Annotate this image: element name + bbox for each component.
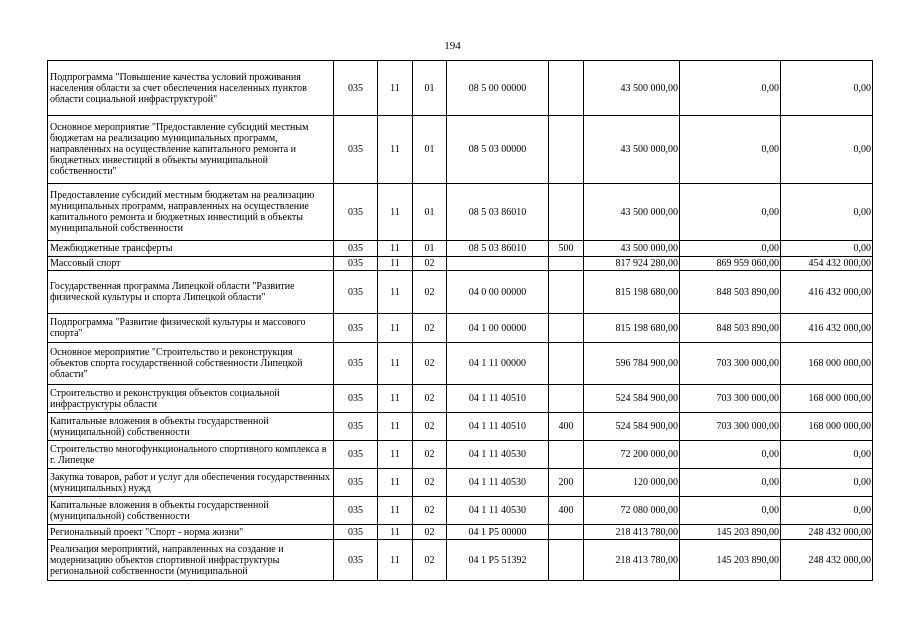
table-row [48, 441, 873, 469]
cell-gr: 035 [334, 385, 378, 413]
cell-sum-2: 0,00 [680, 241, 781, 257]
cell-sum-1: 72 200 000,00 [584, 441, 680, 469]
cell-sum-1: 524 584 900,00 [584, 385, 680, 413]
cell-sum-3: 168 000 000,00 [781, 385, 873, 413]
cell-gr: 035 [334, 271, 378, 314]
cell-rz: 11 [378, 271, 413, 314]
cell-gr: 035 [334, 413, 378, 441]
table-row [48, 540, 873, 581]
cell-sum-3: 0,00 [781, 116, 873, 184]
cell-gr: 035 [334, 61, 378, 116]
cell-pr: 02 [413, 540, 447, 581]
cell-sum-3: 0,00 [781, 61, 873, 116]
cell-sum-2: 703 300 000,00 [680, 413, 781, 441]
cell-gr: 035 [334, 314, 378, 343]
cell-csr: 08 5 03 86010 [447, 184, 549, 241]
cell-sum-1: 815 198 680,00 [584, 271, 680, 314]
cell-sum-3: 248 432 000,00 [781, 540, 873, 581]
cell-vr [549, 385, 584, 413]
cell-csr: 08 5 03 86010 [447, 241, 549, 257]
cell-sum-2: 145 203 890,00 [680, 540, 781, 581]
cell-vr [549, 540, 584, 581]
cell-vr: 400 [549, 413, 584, 441]
table-row [48, 469, 873, 497]
cell-rz: 11 [378, 497, 413, 525]
table-row [48, 116, 873, 184]
cell-sum-1: 524 584 900,00 [584, 413, 680, 441]
table-row [48, 525, 873, 540]
cell-rz: 11 [378, 116, 413, 184]
table-row [48, 61, 873, 116]
cell-sum-1: 43 500 000,00 [584, 184, 680, 241]
cell-gr: 035 [334, 343, 378, 385]
cell-pr: 02 [413, 314, 447, 343]
cell-csr: 04 1 P5 51392 [447, 540, 549, 581]
table-row [48, 271, 873, 314]
cell-sum-3: 0,00 [781, 184, 873, 241]
cell-pr: 02 [413, 441, 447, 469]
cell-name: Основное мероприятие "Предоставление субсидий местным бюджетам на реализацию муниципальных программ, направленных на осуществление капитального ремонта и бюджетных инвестиций в объекты муниципальной собственности" [48, 116, 334, 184]
cell-sum-1: 815 198 680,00 [584, 314, 680, 343]
cell-gr: 035 [334, 184, 378, 241]
cell-name: Строительство многофункционального спортивного комплекса в г. Липецке [48, 441, 334, 469]
cell-csr: 04 1 11 40530 [447, 497, 549, 525]
cell-pr: 02 [413, 497, 447, 525]
cell-name: Массовый спорт [48, 257, 334, 271]
cell-rz: 11 [378, 257, 413, 271]
cell-sum-3: 0,00 [781, 469, 873, 497]
cell-csr [447, 257, 549, 271]
cell-name: Капитальные вложения в объекты государственной (муниципальной) собственности [48, 413, 334, 441]
cell-name: Подпрограмма "Повышение качества условий проживания населения области за счет обеспечения населенных пунктов области социальной инфраструктурой" [48, 61, 334, 116]
cell-sum-1: 218 413 780,00 [584, 525, 680, 540]
table-row [48, 497, 873, 525]
cell-csr: 04 1 11 40530 [447, 441, 549, 469]
table-row [48, 257, 873, 271]
table-row [48, 385, 873, 413]
cell-sum-2: 848 503 890,00 [680, 314, 781, 343]
cell-sum-3: 0,00 [781, 241, 873, 257]
cell-name: Закупка товаров, работ и услуг для обеспечения государственных (муниципальных) нужд [48, 469, 334, 497]
cell-gr: 035 [334, 525, 378, 540]
table-body [48, 61, 873, 581]
cell-sum-3: 416 432 000,00 [781, 271, 873, 314]
cell-sum-1: 817 924 280,00 [584, 257, 680, 271]
cell-sum-1: 218 413 780,00 [584, 540, 680, 581]
cell-vr [549, 525, 584, 540]
cell-rz: 11 [378, 441, 413, 469]
cell-name: Межбюджетные трансферты [48, 241, 334, 257]
cell-pr: 02 [413, 469, 447, 497]
cell-pr: 02 [413, 343, 447, 385]
cell-name: Основное мероприятие "Строительство и реконструкция объектов спорта государственной собственности Липецкой области" [48, 343, 334, 385]
cell-csr: 04 1 11 00000 [447, 343, 549, 385]
cell-csr: 04 1 P5 00000 [447, 525, 549, 540]
cell-pr: 01 [413, 241, 447, 257]
cell-vr [549, 271, 584, 314]
cell-rz: 11 [378, 413, 413, 441]
cell-csr: 04 1 11 40510 [447, 385, 549, 413]
cell-gr: 035 [334, 497, 378, 525]
cell-gr: 035 [334, 257, 378, 271]
cell-vr [549, 343, 584, 385]
cell-sum-2: 0,00 [680, 497, 781, 525]
cell-pr: 01 [413, 61, 447, 116]
cell-sum-2: 0,00 [680, 116, 781, 184]
table-row [48, 343, 873, 385]
budget-table [47, 60, 873, 581]
cell-sum-2: 869 959 060,00 [680, 257, 781, 271]
cell-pr: 01 [413, 184, 447, 241]
cell-pr: 02 [413, 257, 447, 271]
cell-csr: 04 1 00 00000 [447, 314, 549, 343]
cell-vr [549, 257, 584, 271]
cell-pr: 01 [413, 116, 447, 184]
cell-sum-1: 43 500 000,00 [584, 116, 680, 184]
cell-rz: 11 [378, 385, 413, 413]
cell-vr [549, 61, 584, 116]
table-row [48, 184, 873, 241]
cell-sum-3: 0,00 [781, 441, 873, 469]
cell-vr: 400 [549, 497, 584, 525]
cell-rz: 11 [378, 343, 413, 385]
cell-sum-1: 120 000,00 [584, 469, 680, 497]
cell-gr: 035 [334, 441, 378, 469]
cell-csr: 04 0 00 00000 [447, 271, 549, 314]
cell-gr: 035 [334, 540, 378, 581]
table-row [48, 241, 873, 257]
cell-name: Региональный проект "Спорт - норма жизни" [48, 525, 334, 540]
page-number: 194 [444, 40, 461, 52]
cell-name: Реализация мероприятий, направленных на создание и модернизацию объектов спортивной инфраструктуры региональной собственности (муниципальной [48, 540, 334, 581]
cell-pr: 02 [413, 385, 447, 413]
cell-sum-1: 43 500 000,00 [584, 241, 680, 257]
cell-vr [549, 441, 584, 469]
cell-sum-3: 416 432 000,00 [781, 314, 873, 343]
cell-sum-2: 0,00 [680, 469, 781, 497]
cell-sum-2: 848 503 890,00 [680, 271, 781, 314]
cell-vr: 500 [549, 241, 584, 257]
cell-vr: 200 [549, 469, 584, 497]
cell-gr: 035 [334, 116, 378, 184]
cell-sum-3: 168 000 000,00 [781, 343, 873, 385]
cell-sum-2: 703 300 000,00 [680, 343, 781, 385]
cell-sum-1: 72 080 000,00 [584, 497, 680, 525]
cell-vr [549, 184, 584, 241]
cell-sum-3: 248 432 000,00 [781, 525, 873, 540]
cell-rz: 11 [378, 61, 413, 116]
cell-sum-2: 145 203 890,00 [680, 525, 781, 540]
cell-csr: 08 5 00 00000 [447, 61, 549, 116]
cell-pr: 02 [413, 525, 447, 540]
cell-name: Государственная программа Липецкой области "Развитие физической культуры и спорта Липецкой области" [48, 271, 334, 314]
cell-sum-1: 596 784 900,00 [584, 343, 680, 385]
cell-sum-3: 168 000 000,00 [781, 413, 873, 441]
cell-pr: 02 [413, 271, 447, 314]
cell-sum-2: 0,00 [680, 61, 781, 116]
cell-rz: 11 [378, 241, 413, 257]
cell-gr: 035 [334, 241, 378, 257]
cell-rz: 11 [378, 469, 413, 497]
cell-sum-2: 703 300 000,00 [680, 385, 781, 413]
table-row [48, 314, 873, 343]
cell-sum-1: 43 500 000,00 [584, 61, 680, 116]
cell-csr: 04 1 11 40530 [447, 469, 549, 497]
cell-gr: 035 [334, 469, 378, 497]
cell-vr [549, 116, 584, 184]
cell-rz: 11 [378, 525, 413, 540]
cell-name: Строительство и реконструкция объектов социальной инфраструктуры области [48, 385, 334, 413]
cell-sum-2: 0,00 [680, 184, 781, 241]
cell-sum-3: 0,00 [781, 497, 873, 525]
cell-pr: 02 [413, 413, 447, 441]
cell-name: Капитальные вложения в объекты государственной (муниципальной) собственности [48, 497, 334, 525]
cell-sum-2: 0,00 [680, 441, 781, 469]
cell-rz: 11 [378, 314, 413, 343]
table-row [48, 413, 873, 441]
cell-vr [549, 314, 584, 343]
cell-csr: 08 5 03 00000 [447, 116, 549, 184]
cell-rz: 11 [378, 540, 413, 581]
cell-sum-3: 454 432 000,00 [781, 257, 873, 271]
cell-csr: 04 1 11 40510 [447, 413, 549, 441]
cell-name: Подпрограмма "Развитие физической культуры и массового спорта" [48, 314, 334, 343]
cell-name: Предоставление субсидий местным бюджетам на реализацию муниципальных программ, направленных на осуществление капитального ремонта и бюджетных инвестиций в объекты муниципальной собственности [48, 184, 334, 241]
cell-rz: 11 [378, 184, 413, 241]
